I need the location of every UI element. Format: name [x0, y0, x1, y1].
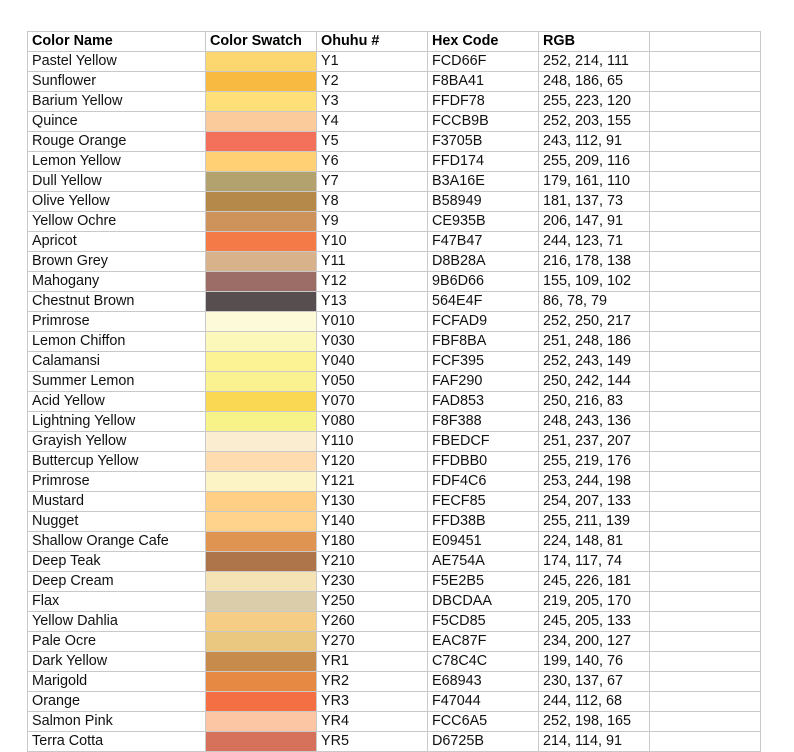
cell-empty[interactable] — [650, 252, 761, 272]
cell-empty[interactable] — [650, 712, 761, 732]
table-body — [28, 52, 761, 752]
header-color-name[interactable]: Color Name — [28, 32, 206, 52]
cell-empty[interactable] — [650, 372, 761, 392]
cell-rgb[interactable]: 234, 200, 127 — [539, 632, 650, 652]
table-row — [28, 692, 761, 712]
table-row — [28, 392, 761, 412]
cell-empty[interactable] — [650, 572, 761, 592]
cell-hex-code[interactable]: FCCB9B — [428, 112, 539, 132]
cell-color-name[interactable]: Apricot — [28, 232, 206, 252]
color-swatch — [206, 452, 316, 471]
cell-rgb[interactable]: 155, 109, 102 — [539, 272, 650, 292]
color-swatch — [206, 372, 316, 391]
cell-rgb[interactable]: 255, 209, 116 — [539, 152, 650, 172]
table-row — [28, 332, 761, 352]
cell-color-name[interactable]: Nugget — [28, 512, 206, 532]
table-row — [28, 552, 761, 572]
cell-empty[interactable] — [650, 732, 761, 752]
cell-hex-code[interactable]: FECF85 — [428, 492, 539, 512]
cell-ohuhu-number[interactable]: Y130 — [317, 492, 428, 512]
cell-ohuhu-number[interactable]: Y140 — [317, 512, 428, 532]
cell-empty[interactable] — [650, 492, 761, 512]
table-row — [28, 132, 761, 152]
color-swatch — [206, 232, 316, 251]
cell-color-swatch[interactable] — [206, 572, 317, 592]
cell-rgb[interactable]: 219, 205, 170 — [539, 592, 650, 612]
cell-color-name[interactable]: Lemon Chiffon — [28, 332, 206, 352]
table-row — [28, 172, 761, 192]
cell-color-name[interactable]: Lemon Yellow — [28, 152, 206, 172]
cell-rgb[interactable]: 251, 248, 186 — [539, 332, 650, 352]
cell-ohuhu-number[interactable]: Y8 — [317, 192, 428, 212]
cell-empty[interactable] — [650, 472, 761, 492]
cell-color-swatch[interactable] — [206, 632, 317, 652]
cell-color-name[interactable]: Chestnut Brown — [28, 292, 206, 312]
table-row — [28, 412, 761, 432]
cell-hex-code[interactable]: FFDBB0 — [428, 452, 539, 472]
cell-hex-code[interactable]: FFDF78 — [428, 92, 539, 112]
cell-rgb[interactable]: 243, 112, 91 — [539, 132, 650, 152]
table-row — [28, 192, 761, 212]
cell-color-swatch[interactable] — [206, 452, 317, 472]
cell-color-swatch[interactable] — [206, 592, 317, 612]
cell-color-swatch[interactable] — [206, 272, 317, 292]
cell-ohuhu-number[interactable]: Y210 — [317, 552, 428, 572]
cell-rgb[interactable]: 216, 178, 138 — [539, 252, 650, 272]
cell-ohuhu-number[interactable]: Y110 — [317, 432, 428, 452]
cell-rgb[interactable]: 206, 147, 91 — [539, 212, 650, 232]
cell-rgb[interactable]: 245, 205, 133 — [539, 612, 650, 632]
cell-rgb[interactable]: 245, 226, 181 — [539, 572, 650, 592]
cell-ohuhu-number[interactable]: YR3 — [317, 692, 428, 712]
header-color-swatch[interactable]: Color Swatch — [206, 32, 317, 52]
cell-color-swatch[interactable] — [206, 192, 317, 212]
cell-rgb[interactable]: 255, 223, 120 — [539, 92, 650, 112]
cell-color-swatch[interactable] — [206, 652, 317, 672]
cell-hex-code[interactable]: FAF290 — [428, 372, 539, 392]
cell-ohuhu-number[interactable]: Y4 — [317, 112, 428, 132]
cell-rgb[interactable]: 252, 203, 155 — [539, 112, 650, 132]
cell-empty[interactable] — [650, 312, 761, 332]
table-row — [28, 292, 761, 312]
cell-hex-code[interactable]: F8BA41 — [428, 72, 539, 92]
cell-color-name[interactable]: Summer Lemon — [28, 372, 206, 392]
cell-rgb[interactable]: 252, 198, 165 — [539, 712, 650, 732]
cell-color-swatch[interactable] — [206, 672, 317, 692]
cell-hex-code[interactable]: E68943 — [428, 672, 539, 692]
cell-color-name[interactable]: Grayish Yellow — [28, 432, 206, 452]
cell-color-swatch[interactable] — [206, 712, 317, 732]
cell-ohuhu-number[interactable]: Y12 — [317, 272, 428, 292]
cell-empty[interactable] — [650, 72, 761, 92]
cell-color-swatch[interactable] — [206, 432, 317, 452]
cell-color-name[interactable]: Olive Yellow — [28, 192, 206, 212]
cell-ohuhu-number[interactable]: Y250 — [317, 592, 428, 612]
cell-color-swatch[interactable] — [206, 412, 317, 432]
cell-empty[interactable] — [650, 192, 761, 212]
table-row — [28, 592, 761, 612]
cell-hex-code[interactable]: FFD174 — [428, 152, 539, 172]
table-row — [28, 532, 761, 552]
color-swatch — [206, 132, 316, 151]
cell-color-name[interactable]: Pastel Yellow — [28, 52, 206, 72]
cell-color-swatch[interactable] — [206, 172, 317, 192]
cell-hex-code[interactable]: 564E4F — [428, 292, 539, 312]
cell-hex-code[interactable]: AE754A — [428, 552, 539, 572]
color-swatch — [206, 72, 316, 91]
cell-hex-code[interactable]: D8B28A — [428, 252, 539, 272]
color-swatch — [206, 192, 316, 211]
header-ohuhu-number[interactable]: Ohuhu # — [317, 32, 428, 52]
table-row — [28, 512, 761, 532]
cell-empty[interactable] — [650, 292, 761, 312]
color-swatch — [206, 572, 316, 591]
cell-hex-code[interactable]: CE935B — [428, 212, 539, 232]
cell-color-swatch[interactable] — [206, 372, 317, 392]
color-swatch — [206, 92, 316, 111]
cell-color-name[interactable]: Primrose — [28, 312, 206, 332]
cell-hex-code[interactable]: E09451 — [428, 532, 539, 552]
table-row — [28, 732, 761, 752]
cell-hex-code[interactable]: 9B6D66 — [428, 272, 539, 292]
cell-ohuhu-number[interactable]: Y260 — [317, 612, 428, 632]
cell-hex-code[interactable]: FCC6A5 — [428, 712, 539, 732]
table-row — [28, 612, 761, 632]
cell-color-swatch[interactable] — [206, 472, 317, 492]
table-row — [28, 112, 761, 132]
cell-color-name[interactable]: Sunflower — [28, 72, 206, 92]
color-swatch — [206, 732, 316, 751]
cell-ohuhu-number[interactable]: Y10 — [317, 232, 428, 252]
cell-hex-code[interactable]: DBCDAA — [428, 592, 539, 612]
cell-color-swatch[interactable] — [206, 292, 317, 312]
cell-rgb[interactable]: 250, 216, 83 — [539, 392, 650, 412]
cell-color-name[interactable]: Buttercup Yellow — [28, 452, 206, 472]
cell-rgb[interactable]: 179, 161, 110 — [539, 172, 650, 192]
cell-color-name[interactable]: Shallow Orange Cafe — [28, 532, 206, 552]
cell-color-name[interactable]: Primrose — [28, 472, 206, 492]
color-swatch — [206, 52, 316, 71]
table-row — [28, 212, 761, 232]
cell-rgb[interactable]: 254, 207, 133 — [539, 492, 650, 512]
color-swatch — [206, 632, 316, 651]
cell-hex-code[interactable]: FCD66F — [428, 52, 539, 72]
cell-hex-code[interactable]: F47B47 — [428, 232, 539, 252]
cell-rgb[interactable]: 250, 242, 144 — [539, 372, 650, 392]
cell-color-swatch[interactable] — [206, 152, 317, 172]
cell-rgb[interactable]: 255, 219, 176 — [539, 452, 650, 472]
cell-color-name[interactable]: Flax — [28, 592, 206, 612]
cell-color-swatch[interactable] — [206, 212, 317, 232]
cell-hex-code[interactable]: F5CD85 — [428, 612, 539, 632]
header-hex-code[interactable]: Hex Code — [428, 32, 539, 52]
table-row — [28, 492, 761, 512]
cell-empty[interactable] — [650, 152, 761, 172]
cell-color-name[interactable]: Deep Teak — [28, 552, 206, 572]
cell-hex-code[interactable]: FDF4C6 — [428, 472, 539, 492]
cell-ohuhu-number[interactable]: YR4 — [317, 712, 428, 732]
color-swatch — [206, 472, 316, 491]
table-row — [28, 272, 761, 292]
cell-ohuhu-number[interactable]: Y9 — [317, 212, 428, 232]
table-row — [28, 712, 761, 732]
table-row — [28, 52, 761, 72]
color-swatch — [206, 652, 316, 671]
table-row — [28, 452, 761, 472]
color-swatch — [206, 332, 316, 351]
color-swatch — [206, 252, 316, 271]
color-swatch — [206, 552, 316, 571]
table-row — [28, 572, 761, 592]
cell-empty[interactable] — [650, 592, 761, 612]
cell-hex-code[interactable]: FAD853 — [428, 392, 539, 412]
header-rgb[interactable]: RGB — [539, 32, 650, 52]
cell-color-name[interactable]: Quince — [28, 112, 206, 132]
table-row — [28, 92, 761, 112]
cell-hex-code[interactable]: EAC87F — [428, 632, 539, 652]
cell-empty[interactable] — [650, 232, 761, 252]
cell-color-name[interactable]: Marigold — [28, 672, 206, 692]
cell-color-swatch[interactable] — [206, 112, 317, 132]
cell-color-swatch[interactable] — [206, 392, 317, 412]
cell-ohuhu-number[interactable]: Y030 — [317, 332, 428, 352]
cell-color-name[interactable]: Dull Yellow — [28, 172, 206, 192]
cell-ohuhu-number[interactable]: Y180 — [317, 532, 428, 552]
color-table — [27, 31, 761, 752]
cell-hex-code[interactable]: B58949 — [428, 192, 539, 212]
cell-color-swatch[interactable] — [206, 312, 317, 332]
cell-empty[interactable] — [650, 412, 761, 432]
cell-hex-code[interactable]: FFD38B — [428, 512, 539, 532]
color-swatch — [206, 532, 316, 551]
cell-color-swatch[interactable] — [206, 532, 317, 552]
cell-hex-code[interactable]: F8F388 — [428, 412, 539, 432]
cell-empty[interactable] — [650, 332, 761, 352]
cell-color-swatch[interactable] — [206, 352, 317, 372]
table-row — [28, 352, 761, 372]
cell-color-name[interactable]: Barium Yellow — [28, 92, 206, 112]
cell-ohuhu-number[interactable]: Y080 — [317, 412, 428, 432]
color-swatch — [206, 352, 316, 371]
cell-ohuhu-number[interactable]: Y070 — [317, 392, 428, 412]
cell-color-name[interactable]: Orange — [28, 692, 206, 712]
cell-color-swatch[interactable] — [206, 552, 317, 572]
cell-rgb[interactable]: 255, 211, 139 — [539, 512, 650, 532]
color-swatch — [206, 392, 316, 411]
color-swatch — [206, 312, 316, 331]
table-row — [28, 312, 761, 332]
cell-color-swatch[interactable] — [206, 332, 317, 352]
cell-hex-code[interactable]: FBEDCF — [428, 432, 539, 452]
cell-hex-code[interactable]: F3705B — [428, 132, 539, 152]
cell-hex-code[interactable]: D6725B — [428, 732, 539, 752]
color-swatch — [206, 292, 316, 311]
cell-ohuhu-number[interactable]: YR2 — [317, 672, 428, 692]
cell-rgb[interactable]: 244, 123, 71 — [539, 232, 650, 252]
color-swatch — [206, 212, 316, 231]
cell-color-name[interactable]: Rouge Orange — [28, 132, 206, 152]
cell-empty[interactable] — [650, 672, 761, 692]
cell-hex-code[interactable]: C78C4C — [428, 652, 539, 672]
color-swatch — [206, 172, 316, 191]
cell-color-name[interactable]: Deep Cream — [28, 572, 206, 592]
color-swatch — [206, 612, 316, 631]
cell-color-swatch[interactable] — [206, 72, 317, 92]
color-swatch — [206, 492, 316, 511]
cell-empty[interactable] — [650, 692, 761, 712]
cell-empty[interactable] — [650, 352, 761, 372]
cell-color-name[interactable]: Mustard — [28, 492, 206, 512]
cell-empty[interactable] — [650, 92, 761, 112]
cell-color-name[interactable]: Acid Yellow — [28, 392, 206, 412]
cell-empty[interactable] — [650, 552, 761, 572]
cell-color-swatch[interactable] — [206, 52, 317, 72]
cell-ohuhu-number[interactable]: Y050 — [317, 372, 428, 392]
cell-color-swatch[interactable] — [206, 132, 317, 152]
table-row — [28, 152, 761, 172]
color-swatch — [206, 112, 316, 131]
table-row — [28, 472, 761, 492]
color-swatch — [206, 512, 316, 531]
cell-hex-code[interactable]: FBF8BA — [428, 332, 539, 352]
color-swatch — [206, 412, 316, 431]
cell-hex-code[interactable]: FCFAD9 — [428, 312, 539, 332]
cell-empty[interactable] — [650, 652, 761, 672]
color-swatch — [206, 152, 316, 171]
cell-rgb[interactable]: 248, 186, 65 — [539, 72, 650, 92]
cell-ohuhu-number[interactable]: Y5 — [317, 132, 428, 152]
color-swatch — [206, 692, 316, 711]
color-swatch — [206, 432, 316, 451]
table-row — [28, 432, 761, 452]
color-swatch — [206, 592, 316, 611]
table-row — [28, 252, 761, 272]
table-row — [28, 632, 761, 652]
cell-ohuhu-number[interactable]: Y6 — [317, 152, 428, 172]
table-row — [28, 372, 761, 392]
cell-color-name[interactable]: Lightning Yellow — [28, 412, 206, 432]
cell-rgb[interactable]: 252, 243, 149 — [539, 352, 650, 372]
cell-ohuhu-number[interactable]: YR5 — [317, 732, 428, 752]
table-row — [28, 672, 761, 692]
cell-color-name[interactable]: Yellow Dahlia — [28, 612, 206, 632]
cell-ohuhu-number[interactable]: Y11 — [317, 252, 428, 272]
cell-color-swatch[interactable] — [206, 232, 317, 252]
cell-color-name[interactable]: Calamansi — [28, 352, 206, 372]
cell-rgb[interactable]: 199, 140, 76 — [539, 652, 650, 672]
cell-hex-code[interactable]: F5E2B5 — [428, 572, 539, 592]
cell-ohuhu-number[interactable]: Y7 — [317, 172, 428, 192]
cell-empty[interactable] — [650, 532, 761, 552]
cell-rgb[interactable]: 253, 244, 198 — [539, 472, 650, 492]
cell-rgb[interactable]: 224, 148, 81 — [539, 532, 650, 552]
cell-ohuhu-number[interactable]: Y230 — [317, 572, 428, 592]
cell-empty[interactable] — [650, 632, 761, 652]
cell-color-name[interactable]: Pale Ocre — [28, 632, 206, 652]
cell-color-name[interactable]: Salmon Pink — [28, 712, 206, 732]
cell-ohuhu-number[interactable]: Y1 — [317, 52, 428, 72]
table-row — [28, 652, 761, 672]
cell-empty[interactable] — [650, 272, 761, 292]
cell-rgb[interactable]: 181, 137, 73 — [539, 192, 650, 212]
header-row — [28, 32, 761, 52]
cell-rgb[interactable]: 252, 250, 217 — [539, 312, 650, 332]
cell-empty[interactable] — [650, 432, 761, 452]
cell-empty[interactable] — [650, 172, 761, 192]
color-swatch — [206, 672, 316, 691]
cell-empty[interactable] — [650, 392, 761, 412]
color-swatch — [206, 272, 316, 291]
cell-color-name[interactable]: Yellow Ochre — [28, 212, 206, 232]
cell-color-swatch[interactable] — [206, 612, 317, 632]
table-row — [28, 232, 761, 252]
cell-rgb[interactable]: 248, 243, 136 — [539, 412, 650, 432]
cell-empty[interactable] — [650, 52, 761, 72]
cell-rgb[interactable]: 251, 237, 207 — [539, 432, 650, 452]
cell-ohuhu-number[interactable]: Y010 — [317, 312, 428, 332]
cell-empty[interactable] — [650, 212, 761, 232]
cell-rgb[interactable]: 214, 114, 91 — [539, 732, 650, 752]
cell-hex-code[interactable]: F47044 — [428, 692, 539, 712]
cell-empty[interactable] — [650, 112, 761, 132]
cell-empty[interactable] — [650, 612, 761, 632]
cell-ohuhu-number[interactable]: Y13 — [317, 292, 428, 312]
color-swatch — [206, 712, 316, 731]
cell-color-swatch[interactable] — [206, 692, 317, 712]
cell-color-name[interactable]: Mahogany — [28, 272, 206, 292]
cell-color-swatch[interactable] — [206, 512, 317, 532]
cell-rgb[interactable]: 174, 117, 74 — [539, 552, 650, 572]
cell-color-swatch[interactable] — [206, 92, 317, 112]
cell-ohuhu-number[interactable]: Y2 — [317, 72, 428, 92]
cell-ohuhu-number[interactable]: Y040 — [317, 352, 428, 372]
cell-empty[interactable] — [650, 452, 761, 472]
cell-color-name[interactable]: Brown Grey — [28, 252, 206, 272]
cell-ohuhu-number[interactable]: Y120 — [317, 452, 428, 472]
cell-empty[interactable] — [650, 132, 761, 152]
cell-color-swatch[interactable] — [206, 252, 317, 272]
cell-color-swatch[interactable] — [206, 732, 317, 752]
cell-rgb[interactable]: 230, 137, 67 — [539, 672, 650, 692]
table-row — [28, 72, 761, 92]
cell-hex-code[interactable]: B3A16E — [428, 172, 539, 192]
cell-color-swatch[interactable] — [206, 492, 317, 512]
cell-hex-code[interactable]: FCF395 — [428, 352, 539, 372]
cell-color-name[interactable]: Dark Yellow — [28, 652, 206, 672]
cell-rgb[interactable]: 244, 112, 68 — [539, 692, 650, 712]
cell-ohuhu-number[interactable]: Y121 — [317, 472, 428, 492]
cell-color-name[interactable]: Terra Cotta — [28, 732, 206, 752]
header-empty[interactable] — [650, 32, 761, 52]
cell-empty[interactable] — [650, 512, 761, 532]
cell-ohuhu-number[interactable]: YR1 — [317, 652, 428, 672]
cell-ohuhu-number[interactable]: Y270 — [317, 632, 428, 652]
cell-rgb[interactable]: 86, 78, 79 — [539, 292, 650, 312]
cell-ohuhu-number[interactable]: Y3 — [317, 92, 428, 112]
cell-rgb[interactable]: 252, 214, 111 — [539, 52, 650, 72]
